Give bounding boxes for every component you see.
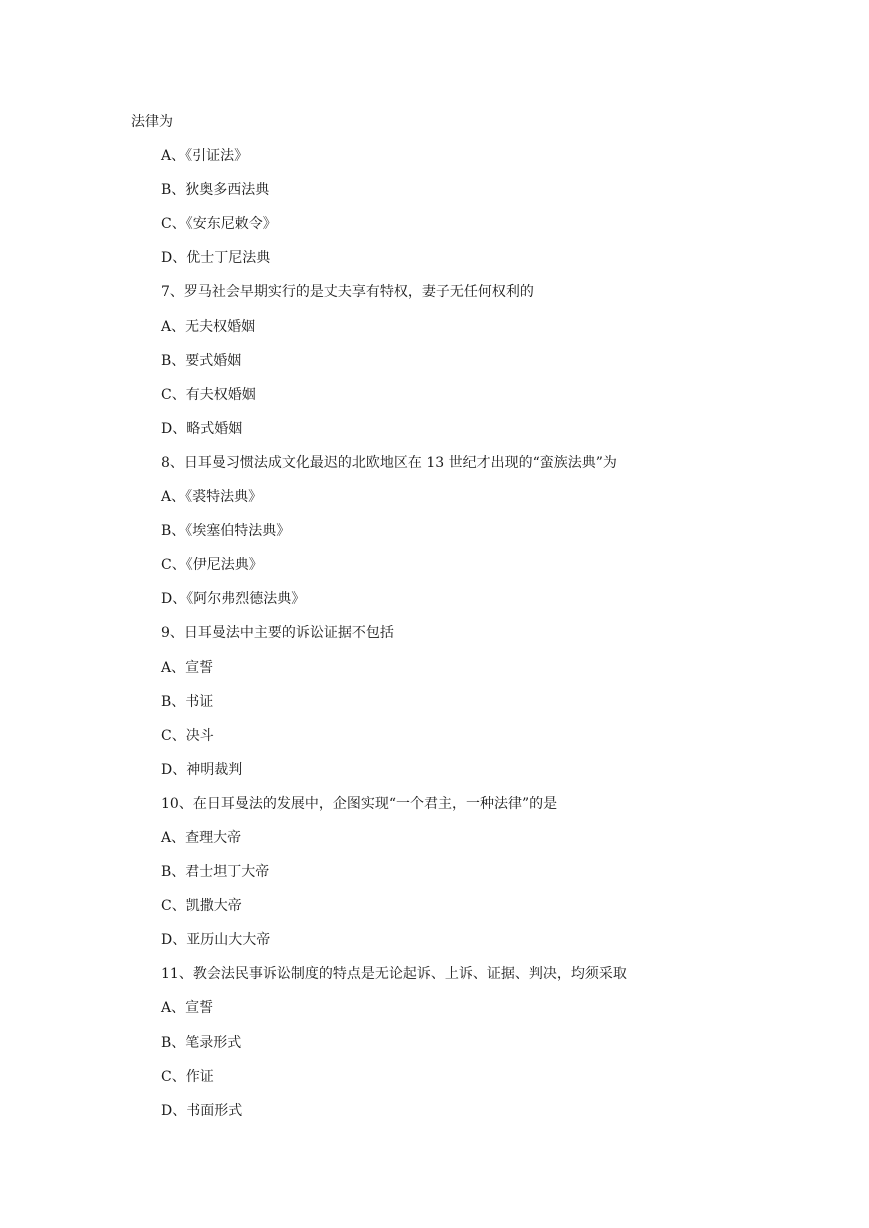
answer-option: A、《裘特法典》 [161, 489, 263, 506]
answer-option: C、凯撒大帝 [161, 898, 242, 915]
answer-option: A、《引证法》 [161, 148, 249, 165]
answer-option: A、宣誓 [161, 659, 214, 676]
answer-option: D、略式婚姻 [161, 420, 243, 437]
answer-option: A、无夫权婚姻 [161, 318, 256, 335]
question-text: 10、在日耳曼法的发展中，企图实现“一个君主，一种法律”的是 [161, 795, 558, 812]
answer-option: B、狄奥多西法典 [161, 182, 270, 199]
answer-option: D、《阿尔弗烈德法典》 [161, 591, 306, 608]
answer-option: C、决斗 [161, 727, 214, 744]
question-text: 11、教会法民事诉讼制度的特点是无论起诉、上诉、证据、判决，均须采取 [161, 966, 627, 983]
question-text: 7、罗马社会早期实行的是丈夫享有特权，妻子无任何权利的 [161, 284, 534, 301]
continued-text: 法律为 [131, 114, 173, 130]
answer-option: A、宣誓 [161, 1000, 214, 1017]
answer-option: B、要式婚姻 [161, 352, 242, 369]
answer-option: D、神明裁判 [161, 761, 243, 778]
answer-option: B、《埃塞伯特法典》 [161, 523, 291, 540]
answer-option: C、《安东尼敕令》 [161, 216, 277, 233]
answer-option: B、君士坦丁大帝 [161, 864, 270, 881]
answer-option: D、优士丁尼法典 [161, 250, 271, 267]
answer-option: C、作证 [161, 1068, 214, 1085]
answer-option: B、书证 [161, 693, 214, 710]
answer-option: D、书面形式 [161, 1102, 243, 1119]
question-text: 8、日耳曼习惯法成文化最迟的北欧地区在 13 世纪才出现的“蛮族法典”为 [161, 454, 617, 471]
answer-option: D、亚历山大大帝 [161, 932, 271, 949]
answer-option: A、查理大帝 [161, 829, 242, 846]
answer-option: B、笔录形式 [161, 1034, 242, 1051]
answer-option: C、有夫权婚姻 [161, 386, 256, 403]
answer-option: C、《伊尼法典》 [161, 557, 263, 574]
question-text: 9、日耳曼法中主要的诉讼证据不包括 [161, 625, 394, 642]
document-body [131, 111, 771, 1134]
